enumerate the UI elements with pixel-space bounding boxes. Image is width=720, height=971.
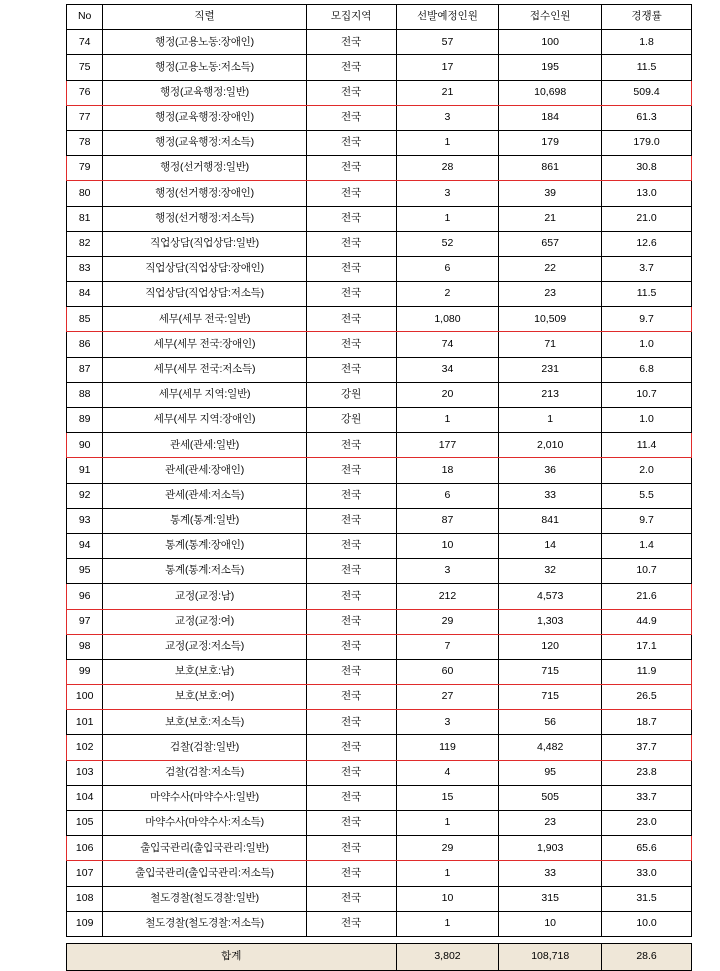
row-planned: 4	[396, 760, 499, 785]
row-applied: 315	[499, 886, 602, 911]
row-job: 보호(보호:남)	[103, 659, 306, 684]
row-ratio: 9.7	[602, 508, 692, 533]
table-row	[67, 609, 692, 634]
row-planned: 27	[396, 685, 499, 710]
row-planned: 74	[396, 332, 499, 357]
row-planned: 1	[396, 861, 499, 886]
row-job: 관세(관세:일반)	[103, 433, 306, 458]
recruitment-statistics-table	[66, 4, 692, 937]
row-job: 관세(관세:저소득)	[103, 483, 306, 508]
row-job: 세무(세무 전국:장애인)	[103, 332, 306, 357]
row-job: 교정(교정:저소득)	[103, 634, 306, 659]
table-row	[67, 886, 692, 911]
row-applied: 2,010	[499, 433, 602, 458]
row-applied: 505	[499, 785, 602, 810]
row-region: 전국	[306, 332, 396, 357]
row-ratio: 11.9	[602, 659, 692, 684]
table-body	[67, 30, 692, 937]
row-ratio: 1.0	[602, 408, 692, 433]
row-planned: 1	[396, 811, 499, 836]
row-job: 통계(통계:장애인)	[103, 533, 306, 558]
row-ratio: 23.8	[602, 760, 692, 785]
table-row	[67, 382, 692, 407]
row-region: 전국	[306, 735, 396, 760]
row-no: 93	[67, 508, 103, 533]
row-ratio: 10.7	[602, 382, 692, 407]
row-region: 전국	[306, 130, 396, 155]
row-planned: 1,080	[396, 307, 499, 332]
row-region: 전국	[306, 634, 396, 659]
row-region: 전국	[306, 710, 396, 735]
table-row	[67, 433, 692, 458]
row-region: 전국	[306, 256, 396, 281]
row-planned: 3	[396, 710, 499, 735]
row-job: 통계(통계:저소득)	[103, 559, 306, 584]
row-no: 89	[67, 408, 103, 433]
row-job: 세무(세무 전국:일반)	[103, 307, 306, 332]
row-planned: 29	[396, 609, 499, 634]
table-row	[67, 130, 692, 155]
row-no: 104	[67, 785, 103, 810]
row-ratio: 65.6	[602, 836, 692, 861]
row-applied: 23	[499, 811, 602, 836]
row-region: 전국	[306, 659, 396, 684]
row-applied: 21	[499, 206, 602, 231]
row-region: 전국	[306, 105, 396, 130]
row-job: 철도경찰(철도경찰:저소득)	[103, 911, 306, 936]
row-no: 90	[67, 433, 103, 458]
row-region: 전국	[306, 483, 396, 508]
row-applied: 195	[499, 55, 602, 80]
row-planned: 60	[396, 659, 499, 684]
row-planned: 3	[396, 559, 499, 584]
row-ratio: 13.0	[602, 181, 692, 206]
row-ratio: 31.5	[602, 886, 692, 911]
row-job: 행정(선거행정:일반)	[103, 156, 306, 181]
row-region: 전국	[306, 785, 396, 810]
row-job: 마약수사(마약수사:일반)	[103, 785, 306, 810]
row-planned: 6	[396, 483, 499, 508]
row-ratio: 1.0	[602, 332, 692, 357]
row-ratio: 21.6	[602, 584, 692, 609]
row-planned: 15	[396, 785, 499, 810]
row-job: 보호(보호:저소득)	[103, 710, 306, 735]
table-row	[67, 760, 692, 785]
row-applied: 841	[499, 508, 602, 533]
row-ratio: 37.7	[602, 735, 692, 760]
row-no: 101	[67, 710, 103, 735]
row-ratio: 21.0	[602, 206, 692, 231]
table-row	[67, 811, 692, 836]
row-no: 94	[67, 533, 103, 558]
row-applied: 23	[499, 282, 602, 307]
row-job: 행정(교육행정:장애인)	[103, 105, 306, 130]
row-ratio: 17.1	[602, 634, 692, 659]
row-planned: 20	[396, 382, 499, 407]
row-no: 75	[67, 55, 103, 80]
row-region: 전국	[306, 307, 396, 332]
table-row	[67, 231, 692, 256]
row-region: 전국	[306, 760, 396, 785]
row-job: 교정(교정:남)	[103, 584, 306, 609]
total-label: 합계	[67, 943, 397, 970]
table-row	[67, 256, 692, 281]
row-no: 79	[67, 156, 103, 181]
table-row	[67, 861, 692, 886]
row-ratio: 1.4	[602, 533, 692, 558]
recruitment-total-table	[66, 943, 692, 971]
table-row	[67, 685, 692, 710]
row-no: 108	[67, 886, 103, 911]
row-region: 전국	[306, 685, 396, 710]
table-row	[67, 80, 692, 105]
row-ratio: 10.0	[602, 911, 692, 936]
row-no: 74	[67, 30, 103, 55]
row-job: 보호(보호:여)	[103, 685, 306, 710]
row-region: 전국	[306, 282, 396, 307]
row-no: 85	[67, 307, 103, 332]
row-no: 87	[67, 357, 103, 382]
table-row	[67, 836, 692, 861]
table-row	[67, 508, 692, 533]
row-job: 행정(교육행정:일반)	[103, 80, 306, 105]
row-ratio: 11.4	[602, 433, 692, 458]
row-no: 82	[67, 231, 103, 256]
row-planned: 1	[396, 206, 499, 231]
table-row	[67, 181, 692, 206]
row-job: 검찰(검찰:저소득)	[103, 760, 306, 785]
row-applied: 120	[499, 634, 602, 659]
row-ratio: 30.8	[602, 156, 692, 181]
row-applied: 213	[499, 382, 602, 407]
row-ratio: 33.0	[602, 861, 692, 886]
row-ratio: 44.9	[602, 609, 692, 634]
row-job: 교정(교정:여)	[103, 609, 306, 634]
row-no: 102	[67, 735, 103, 760]
table-row	[67, 206, 692, 231]
row-planned: 119	[396, 735, 499, 760]
row-no: 91	[67, 458, 103, 483]
row-no: 78	[67, 130, 103, 155]
row-region: 전국	[306, 533, 396, 558]
row-applied: 22	[499, 256, 602, 281]
row-applied: 14	[499, 533, 602, 558]
row-applied: 10,509	[499, 307, 602, 332]
row-region: 전국	[306, 836, 396, 861]
row-applied: 184	[499, 105, 602, 130]
column-header-applied: 접수인원	[499, 5, 602, 30]
row-job: 검찰(검찰:일반)	[103, 735, 306, 760]
row-planned: 29	[396, 836, 499, 861]
row-region: 전국	[306, 584, 396, 609]
table-row	[67, 307, 692, 332]
row-planned: 1	[396, 911, 499, 936]
row-applied: 36	[499, 458, 602, 483]
row-region: 전국	[306, 357, 396, 382]
row-applied: 10	[499, 911, 602, 936]
table-header	[67, 5, 692, 30]
row-job: 직업상담(직업상담:일반)	[103, 231, 306, 256]
row-applied: 32	[499, 559, 602, 584]
total-ratio: 28.6	[602, 943, 692, 970]
row-applied: 95	[499, 760, 602, 785]
row-planned: 177	[396, 433, 499, 458]
column-header-region: 모집지역	[306, 5, 396, 30]
row-region: 전국	[306, 206, 396, 231]
row-planned: 3	[396, 105, 499, 130]
row-ratio: 3.7	[602, 256, 692, 281]
table-row	[67, 30, 692, 55]
total-planned: 3,802	[396, 943, 499, 970]
table-row	[67, 634, 692, 659]
column-header-ratio: 경쟁률	[602, 5, 692, 30]
row-ratio: 33.7	[602, 785, 692, 810]
total-applied: 108,718	[499, 943, 602, 970]
column-header-job: 직렬	[103, 5, 306, 30]
row-applied: 33	[499, 483, 602, 508]
row-ratio: 6.8	[602, 357, 692, 382]
row-no: 109	[67, 911, 103, 936]
row-applied: 657	[499, 231, 602, 256]
row-no: 107	[67, 861, 103, 886]
row-planned: 1	[396, 408, 499, 433]
row-no: 98	[67, 634, 103, 659]
row-applied: 4,482	[499, 735, 602, 760]
row-region: 전국	[306, 156, 396, 181]
row-applied: 231	[499, 357, 602, 382]
row-planned: 212	[396, 584, 499, 609]
row-no: 97	[67, 609, 103, 634]
table-row	[67, 785, 692, 810]
column-header-planned: 선발예정인원	[396, 5, 499, 30]
row-region: 강원	[306, 382, 396, 407]
table-row	[67, 408, 692, 433]
row-no: 95	[67, 559, 103, 584]
row-job: 출입국관리(출입국관리:저소득)	[103, 861, 306, 886]
row-region: 강원	[306, 408, 396, 433]
row-applied: 1	[499, 408, 602, 433]
row-ratio: 11.5	[602, 55, 692, 80]
row-applied: 861	[499, 156, 602, 181]
row-applied: 39	[499, 181, 602, 206]
row-planned: 21	[396, 80, 499, 105]
row-planned: 87	[396, 508, 499, 533]
row-job: 마약수사(마약수사:저소득)	[103, 811, 306, 836]
header-row	[67, 5, 692, 30]
row-job: 행정(고용노동:저소득)	[103, 55, 306, 80]
row-job: 행정(선거행정:저소득)	[103, 206, 306, 231]
row-ratio: 509.4	[602, 80, 692, 105]
row-job: 직업상담(직업상담:장애인)	[103, 256, 306, 281]
row-planned: 3	[396, 181, 499, 206]
row-no: 80	[67, 181, 103, 206]
table-row	[67, 533, 692, 558]
row-region: 전국	[306, 811, 396, 836]
row-region: 전국	[306, 433, 396, 458]
row-ratio: 2.0	[602, 458, 692, 483]
row-region: 전국	[306, 30, 396, 55]
table-row	[67, 710, 692, 735]
row-ratio: 11.5	[602, 282, 692, 307]
row-applied: 179	[499, 130, 602, 155]
row-no: 84	[67, 282, 103, 307]
row-job: 관세(관세:장애인)	[103, 458, 306, 483]
table-row	[67, 659, 692, 684]
row-region: 전국	[306, 458, 396, 483]
row-region: 전국	[306, 508, 396, 533]
row-job: 행정(선거행정:장애인)	[103, 181, 306, 206]
row-no: 76	[67, 80, 103, 105]
table-row	[67, 584, 692, 609]
row-ratio: 26.5	[602, 685, 692, 710]
row-planned: 10	[396, 886, 499, 911]
row-job: 직업상담(직업상담:저소득)	[103, 282, 306, 307]
row-applied: 56	[499, 710, 602, 735]
row-job: 세무(세무 지역:일반)	[103, 382, 306, 407]
row-planned: 17	[396, 55, 499, 80]
row-applied: 1,303	[499, 609, 602, 634]
row-job: 행정(고용노동:장애인)	[103, 30, 306, 55]
row-ratio: 9.7	[602, 307, 692, 332]
row-region: 전국	[306, 559, 396, 584]
table-row	[67, 458, 692, 483]
row-no: 103	[67, 760, 103, 785]
row-applied: 100	[499, 30, 602, 55]
row-no: 77	[67, 105, 103, 130]
row-applied: 4,573	[499, 584, 602, 609]
row-no: 100	[67, 685, 103, 710]
row-ratio: 61.3	[602, 105, 692, 130]
column-header-no: No	[67, 5, 103, 30]
table-row	[67, 55, 692, 80]
row-job: 통계(통계:일반)	[103, 508, 306, 533]
row-region: 전국	[306, 181, 396, 206]
row-job: 행정(교육행정:저소득)	[103, 130, 306, 155]
row-planned: 34	[396, 357, 499, 382]
row-planned: 1	[396, 130, 499, 155]
row-job: 세무(세무 지역:장애인)	[103, 408, 306, 433]
table-row	[67, 483, 692, 508]
row-region: 전국	[306, 911, 396, 936]
row-region: 전국	[306, 609, 396, 634]
row-region: 전국	[306, 886, 396, 911]
row-region: 전국	[306, 80, 396, 105]
row-planned: 7	[396, 634, 499, 659]
row-no: 83	[67, 256, 103, 281]
table-row	[67, 911, 692, 936]
table-row	[67, 735, 692, 760]
row-applied: 71	[499, 332, 602, 357]
row-region: 전국	[306, 55, 396, 80]
row-region: 전국	[306, 861, 396, 886]
row-job: 철도경찰(철도경찰:일반)	[103, 886, 306, 911]
row-planned: 57	[396, 30, 499, 55]
row-no: 105	[67, 811, 103, 836]
row-no: 96	[67, 584, 103, 609]
row-planned: 52	[396, 231, 499, 256]
row-ratio: 23.0	[602, 811, 692, 836]
row-no: 88	[67, 382, 103, 407]
table-row	[67, 332, 692, 357]
row-applied: 33	[499, 861, 602, 886]
row-job: 출입국관리(출입국관리:일반)	[103, 836, 306, 861]
row-applied: 715	[499, 659, 602, 684]
row-applied: 715	[499, 685, 602, 710]
table-row	[67, 282, 692, 307]
row-region: 전국	[306, 231, 396, 256]
table-row	[67, 559, 692, 584]
row-ratio: 179.0	[602, 130, 692, 155]
table-row	[67, 156, 692, 181]
total-row	[67, 943, 692, 970]
row-job: 세무(세무 전국:저소득)	[103, 357, 306, 382]
row-applied: 1,903	[499, 836, 602, 861]
row-ratio: 12.6	[602, 231, 692, 256]
table-row	[67, 357, 692, 382]
row-ratio: 10.7	[602, 559, 692, 584]
row-planned: 28	[396, 156, 499, 181]
row-no: 81	[67, 206, 103, 231]
row-applied: 10,698	[499, 80, 602, 105]
row-planned: 2	[396, 282, 499, 307]
row-ratio: 5.5	[602, 483, 692, 508]
row-planned: 18	[396, 458, 499, 483]
row-ratio: 1.8	[602, 30, 692, 55]
row-no: 92	[67, 483, 103, 508]
row-no: 106	[67, 836, 103, 861]
row-no: 86	[67, 332, 103, 357]
row-planned: 10	[396, 533, 499, 558]
row-planned: 6	[396, 256, 499, 281]
row-ratio: 18.7	[602, 710, 692, 735]
table-row	[67, 105, 692, 130]
row-no: 99	[67, 659, 103, 684]
